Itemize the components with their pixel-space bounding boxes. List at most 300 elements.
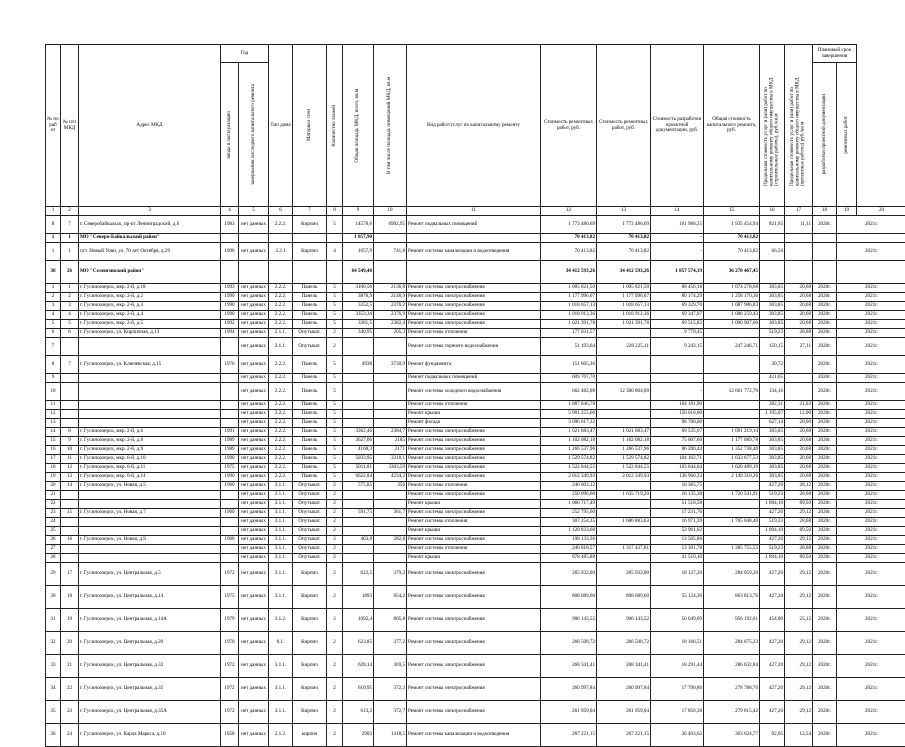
table-cell: 662 482,08 [541,383,597,401]
table-cell: 2020г. [813,356,837,374]
table-cell: 3730,9 [374,356,407,374]
table-cell [374,491,407,500]
table-cell: 103 644,64 [651,464,704,473]
table-cell: 5 [327,437,343,446]
table-cell: 2020г. [813,419,837,428]
table-cell: нет данных [239,302,269,311]
table-cell: 2020г. [813,701,837,724]
table-cell: 1 [61,284,79,293]
table-row [46,410,905,419]
table-cell: 228 225,11 [597,338,651,356]
table-cell: нет данных [239,293,269,302]
table-cell: г. Гусиноозерск, ул. Центральная, д.5 [79,563,221,586]
table-cell: 20,68 [785,446,813,455]
table-cell: 4938 [343,356,374,374]
table-cell: 3.1.1. [269,500,293,509]
table-cell [374,554,407,563]
table-cell: 519,23 [760,329,785,338]
table-cell: 2.2.2. [269,473,293,482]
table-cell: Ремонт системы электроснабжения [407,428,541,437]
table-cell: 3.1.1. [269,701,293,724]
table-cell: 20,68 [785,455,813,464]
header-cell-text: Предельная стоимость услуг и (или) работ по капитальному ремонту общего имущества в МКД (проектные работы) руб./кв.м [790,66,806,186]
table-cell [343,527,374,536]
table-cell [374,419,407,428]
header-cell: Стоимость ремонтных работ, руб. [597,45,651,207]
table-cell: 427,20 [760,655,785,678]
table-cell: 98 760,00 [651,419,704,428]
table-cell: 32 [46,632,61,655]
table-cell [704,509,760,518]
header-cell [760,45,785,207]
table-cell: 8 [46,216,61,234]
table-cell: 2.2.2. [269,374,293,383]
table-row [46,482,905,491]
table-row [46,701,905,724]
table-cell: 36 [46,724,61,747]
table-cell [61,410,79,419]
table-cell: Панель [293,383,327,401]
table-cell [79,554,221,563]
table-cell: 20,68 [785,320,813,329]
table-cell: 2 [327,724,343,747]
table-row [46,724,905,747]
table-cell: 1 266 537,96 [597,446,651,455]
table-cell: 1 385 755,55 [704,545,760,554]
table-cell: 2148,9 [374,293,407,302]
table-cell [343,518,374,527]
table-cell: 1972 [221,655,239,678]
table-cell: 28,68 [785,545,813,554]
table-cell: 2021г. [837,320,905,329]
table-cell: 2020г. [813,464,837,473]
table-cell: 2 [61,293,79,302]
header-cell [327,45,343,207]
table-cell: 12 661 772,70 [704,383,760,401]
table-cell: 24 [61,724,79,747]
table-cell: МО "Северо-Байкальский район" [79,234,221,243]
table-cell: 75 007,60 [651,437,704,446]
table-cell: 1 258 170,36 [704,293,760,302]
table-cell: 156 016,00 [651,410,704,419]
header-cell: № по раб от [46,45,61,207]
table-cell: Ремонт системы холодного водоснабжения [407,383,541,401]
table-cell [704,356,760,374]
table-cell [597,482,651,491]
table-cell: Ремонт крыши [407,554,541,563]
table-cell [239,261,269,284]
table-cell [374,383,407,401]
table-cell: 286 632,84 [704,655,760,678]
table-cell: 2020г. [813,527,837,536]
table-cell: 5 [327,446,343,455]
table-cell: 22 [46,500,61,509]
table-cell [704,554,760,563]
table-cell: 5 [327,410,343,419]
table-row [46,473,905,482]
table-cell: 2021г. [837,609,905,632]
table-cell: г. Гусиноозерск, мкр. 2-й, д.18 [79,284,221,293]
table-cell [597,527,651,536]
table-cell: 2 [46,293,61,302]
table-row [46,329,905,338]
table-cell: 4 [327,243,343,261]
table-cell: 3.1.1. [269,554,293,563]
table-cell: 16 365,75 [651,482,704,491]
table-cell: 2021г. [837,410,905,419]
table-cell: 2020г. [813,509,837,518]
table-cell: 2020г. [813,428,837,437]
column-number-cell: 15 [704,207,760,216]
table-cell: 3.1.1. [269,482,293,491]
table-cell: 2020г. [813,293,837,302]
table-cell: 5 [327,293,343,302]
table-cell: 20 [61,632,79,655]
table-cell: 161 968,25 [651,216,704,234]
table-cell: 854,2 [374,586,407,609]
table-cell: Ремонт подвальных помещений [407,216,541,234]
table-cell: 2020г. [813,563,837,586]
table-cell: 18 [46,464,61,473]
table-cell: 51 518,58 [651,500,704,509]
table-cell: 20,68 [785,302,813,311]
table-cell: 3352,5 [343,302,374,311]
table-cell: 2020г. [813,410,837,419]
table-cell: 3876,9 [343,293,374,302]
table-cell: 2020г. [813,437,837,446]
table-cell: нет данных [239,320,269,329]
table-cell: 29,12 [785,586,813,609]
table-cell: 21 [61,655,79,678]
table-cell: 427,20 [760,536,785,545]
table-cell: 252 795,60 [541,509,597,518]
table-cell: 1 005 821,50 [597,284,651,293]
table-cell: 1970 [221,632,239,655]
table-cell: г. Гусиноозерск, ул. Центральная, д.20 [79,632,221,655]
table-cell: 2 [327,527,343,536]
table-cell: нет данных [239,374,269,383]
table-cell: Ремонт крыши [407,500,541,509]
table-cell: 89,50 [785,527,813,536]
table-cell: 3.1.1. [269,518,293,527]
table-cell: 2171 [374,446,407,455]
table-cell: 10 [46,383,61,401]
table-cell: 2.2.2. [269,446,293,455]
column-number-cell: 17 [785,207,813,216]
table-cell: - [651,234,704,243]
table-cell: Ремонт системы электроснабжения [407,701,541,724]
table-cell: 2020г. [813,500,837,509]
table-cell: нет данных [239,356,269,374]
table-cell: 3 [61,302,79,311]
table-cell [760,261,785,284]
table-cell: 64 549,48 [343,261,374,284]
table-cell: 2.2.2. [269,410,293,419]
table-cell: 303,85 [760,284,785,293]
table-cell: Панель [293,356,327,374]
table-cell: 627,14 [760,419,785,428]
table-cell: 3627,06 [343,437,374,446]
table-cell: нет данных [239,437,269,446]
table-cell: Кирпич [293,655,327,678]
table-cell: 5 [327,284,343,293]
table-cell [269,261,293,284]
table-cell: нет данных [239,216,269,234]
table-cell: нет данных [239,554,269,563]
table-cell [374,234,407,243]
table-cell: нет данных [239,455,269,464]
table-cell: 8 [46,356,61,374]
table-cell: 246 003,12 [541,482,597,491]
table-cell: 1 633 677,53 [704,455,760,464]
table-cell: Ремонт системы электроснабжения [407,455,541,464]
table-cell: 2021г. [837,311,905,320]
table-cell: 2021г. [837,518,905,527]
table-cell: Ремонт системы отопления [407,518,541,527]
table-cell: Ремонт системы электроснабжения [407,302,541,311]
table-cell: 2021г. [837,563,905,586]
table-cell [343,500,374,509]
table-cell [374,545,407,554]
table-cell: 5 [327,455,343,464]
table-cell [221,261,239,284]
table-cell: 1972 [221,701,239,724]
table-cell: 1972 [221,678,239,701]
table-cell: нет данных [239,527,269,536]
table-row [46,234,905,243]
table-cell: 6 [61,329,79,338]
table-cell: 247 246,71 [704,338,760,356]
table-cell: 265 932,00 [597,563,651,586]
table-cell: 2903 [343,724,374,747]
table-cell [760,234,785,243]
table-cell: 265 932,00 [541,563,597,586]
table-cell: 2021г. [837,724,905,747]
table-cell: 134,16 [760,383,785,401]
table-cell [61,518,79,527]
table-cell: 2021г. [837,437,905,446]
header-cell [239,63,269,207]
table-cell: 2 [327,482,343,491]
table-cell: 2021г. [837,446,905,455]
table-cell: 519,23 [760,518,785,527]
table-cell: 205,3 [374,329,407,338]
table-cell: 1989 [221,437,239,446]
table-cell: 6.1. [269,632,293,655]
table-cell [374,401,407,410]
table-cell: 2 [327,491,343,500]
header-cell: Адрес МКД [79,45,221,207]
table-cell: Ремонт системы электроснабжения [407,509,541,518]
table-row [46,500,905,509]
table-cell: 27,11 [785,338,813,356]
table-cell: нет данных [239,609,269,632]
table-cell: 2020г. [813,491,837,500]
table-row [46,284,905,293]
table-cell: 70 413,82 [597,243,651,261]
table-cell: 5011,81 [343,464,374,473]
table-cell: 4168,3 [343,446,374,455]
table-cell: 2020г. [813,329,837,338]
table-cell [597,509,651,518]
table-cell [374,518,407,527]
table-cell: 2 [327,609,343,632]
table-cell: 1991 [221,428,239,437]
table-cell: 5033,95 [343,455,374,464]
table-cell: 66,56 [760,243,785,261]
header-cell [293,45,327,207]
table-cell: Ремонт системы отопления [407,329,541,338]
table-cell: 7 [46,338,61,356]
table-cell: 2020г. [813,724,837,747]
table-cell: 13 [61,473,79,482]
table-row [46,338,905,356]
table-cell: 3361,5 [343,320,374,329]
table-row [46,464,905,473]
table-cell: Ремонт фундамента [407,356,541,374]
table-cell: г. Гусиноозерск, мкр. 6-й, д.11 [79,464,221,473]
table-cell: 3.1.1. [269,545,293,554]
table-cell: Опутыкат. [293,527,327,536]
table-cell: 808 689,60 [541,586,597,609]
table-row [46,563,905,586]
document-page [45,44,905,747]
table-cell: 11 [61,455,79,464]
table-cell: 377,2 [374,632,407,655]
table-cell: 2 [327,586,343,609]
table-cell: Панель [293,401,327,410]
table-cell [221,374,239,383]
table-cell: 4 [46,311,61,320]
table-cell: 1 018 912,36 [597,311,651,320]
table-cell: 575,85 [343,482,374,491]
table-cell: - [651,383,704,401]
table-cell: 427,20 [760,563,785,586]
table-cell: 70 413,82 [541,243,597,261]
table-cell [61,401,79,410]
table-cell: 6992,95 [374,216,407,234]
table-cell: 24 [46,518,61,527]
table-cell: 427,20 [760,586,785,609]
table-cell [79,374,221,383]
table-cell [61,500,79,509]
table-cell: 372,3 [374,678,407,701]
table-cell: 2021г. [837,500,905,509]
table-cell: 20,00 [785,419,813,428]
table-cell: нет данных [239,509,269,518]
column-number-cell: 18 [813,207,837,216]
table-cell: 454,80 [760,609,785,632]
table-cell: 5 [327,302,343,311]
table-cell [343,383,374,401]
table-cell: нет данных [239,563,269,586]
table-cell: 18 166,51 [651,632,704,655]
table-cell [61,491,79,500]
table-cell: 68 456,18 [651,284,704,293]
header-cell: Вид работ/услуг по капитальному ремонту [407,45,541,207]
table-cell: нет данных [239,545,269,554]
table-cell: 1 935 454,94 [704,216,760,234]
table-cell: 27 [46,545,61,554]
header-cell-text: Предельная стоимость услуг и (или) работ по капитальному ремонту общего имущества в МКД (строительные работы), руб./кв.м [764,66,780,186]
table-cell: 2021г. [837,527,905,536]
table-cell: Панель [293,473,327,482]
table-cell [343,410,374,419]
table-cell: 2 [327,632,343,655]
table-cell [597,536,651,545]
table-cell: 2021г. [837,678,905,701]
table-cell: 16 971,39 [651,518,704,527]
table-cell: 1 529 574,82 [597,455,651,464]
table-cell: 2 [327,518,343,527]
table-cell: 622,5 [343,563,374,586]
table-body [46,216,905,747]
table-cell: 31 [46,609,61,632]
table-cell: 519,23 [760,491,785,500]
table-cell: 70 413,82 [541,234,597,243]
table-cell: Ремонт системы электроснабжения [407,311,541,320]
table-cell: Ремонт системы электроснабжения [407,320,541,329]
table-cell [597,356,651,374]
table-cell: 1057,9 [343,243,374,261]
table-cell: 1 091 219,14 [704,428,760,437]
table-cell: Ремонт системы электроснабжения [407,293,541,302]
table-cell: 628,14 [343,655,374,678]
table-row [46,216,905,234]
table-cell: 1 887 846,78 [541,401,597,410]
table-cell: Панель [293,320,327,329]
table-cell: Панель [293,446,327,455]
table-row [46,678,905,701]
table-row [46,518,905,527]
table-cell: 2020г. [813,302,837,311]
column-number-cell: 10 [374,207,407,216]
table-cell: 3362,46 [343,428,374,437]
table-cell: 613,2 [343,701,374,724]
table-cell: 50 049,69 [651,609,704,632]
table-cell: Ремонт системы отопления [407,482,541,491]
table-cell: 20,68 [785,284,813,293]
table-cell: 29,12 [785,701,813,724]
table-cell [79,338,221,356]
table-cell [785,234,813,243]
table-cell [79,419,221,428]
table-cell: 2.2.2. [269,216,293,234]
table-cell: Опутыкат. [293,536,327,545]
table-cell: 20 [46,482,61,491]
table-cell: 1 765 048,40 [704,518,760,527]
table-cell: 17 231,76 [651,509,704,518]
table-cell: нет данных [239,329,269,338]
table-cell: 4234,2 [374,473,407,482]
table-cell [597,401,651,410]
table-cell: 2021г. [837,383,905,401]
table-cell: 1 021 391,78 [541,320,597,329]
table-cell [837,261,905,284]
table-cell: 2020г. [813,655,837,678]
table-cell: Опутыкат. [293,554,327,563]
table-cell [651,374,704,383]
table-cell: 2021г. [837,464,905,473]
table-cell: 956 192,61 [704,609,760,632]
column-number-cell: 3 [79,207,221,216]
table-cell: 2020г. [813,518,837,527]
table-cell: 1092,4 [343,609,374,632]
table-cell: 2020г. [813,609,837,632]
table-cell: 1 021 683,47 [541,428,597,437]
table-cell: 2021г. [837,356,905,374]
table-cell: 2020г. [813,455,837,464]
